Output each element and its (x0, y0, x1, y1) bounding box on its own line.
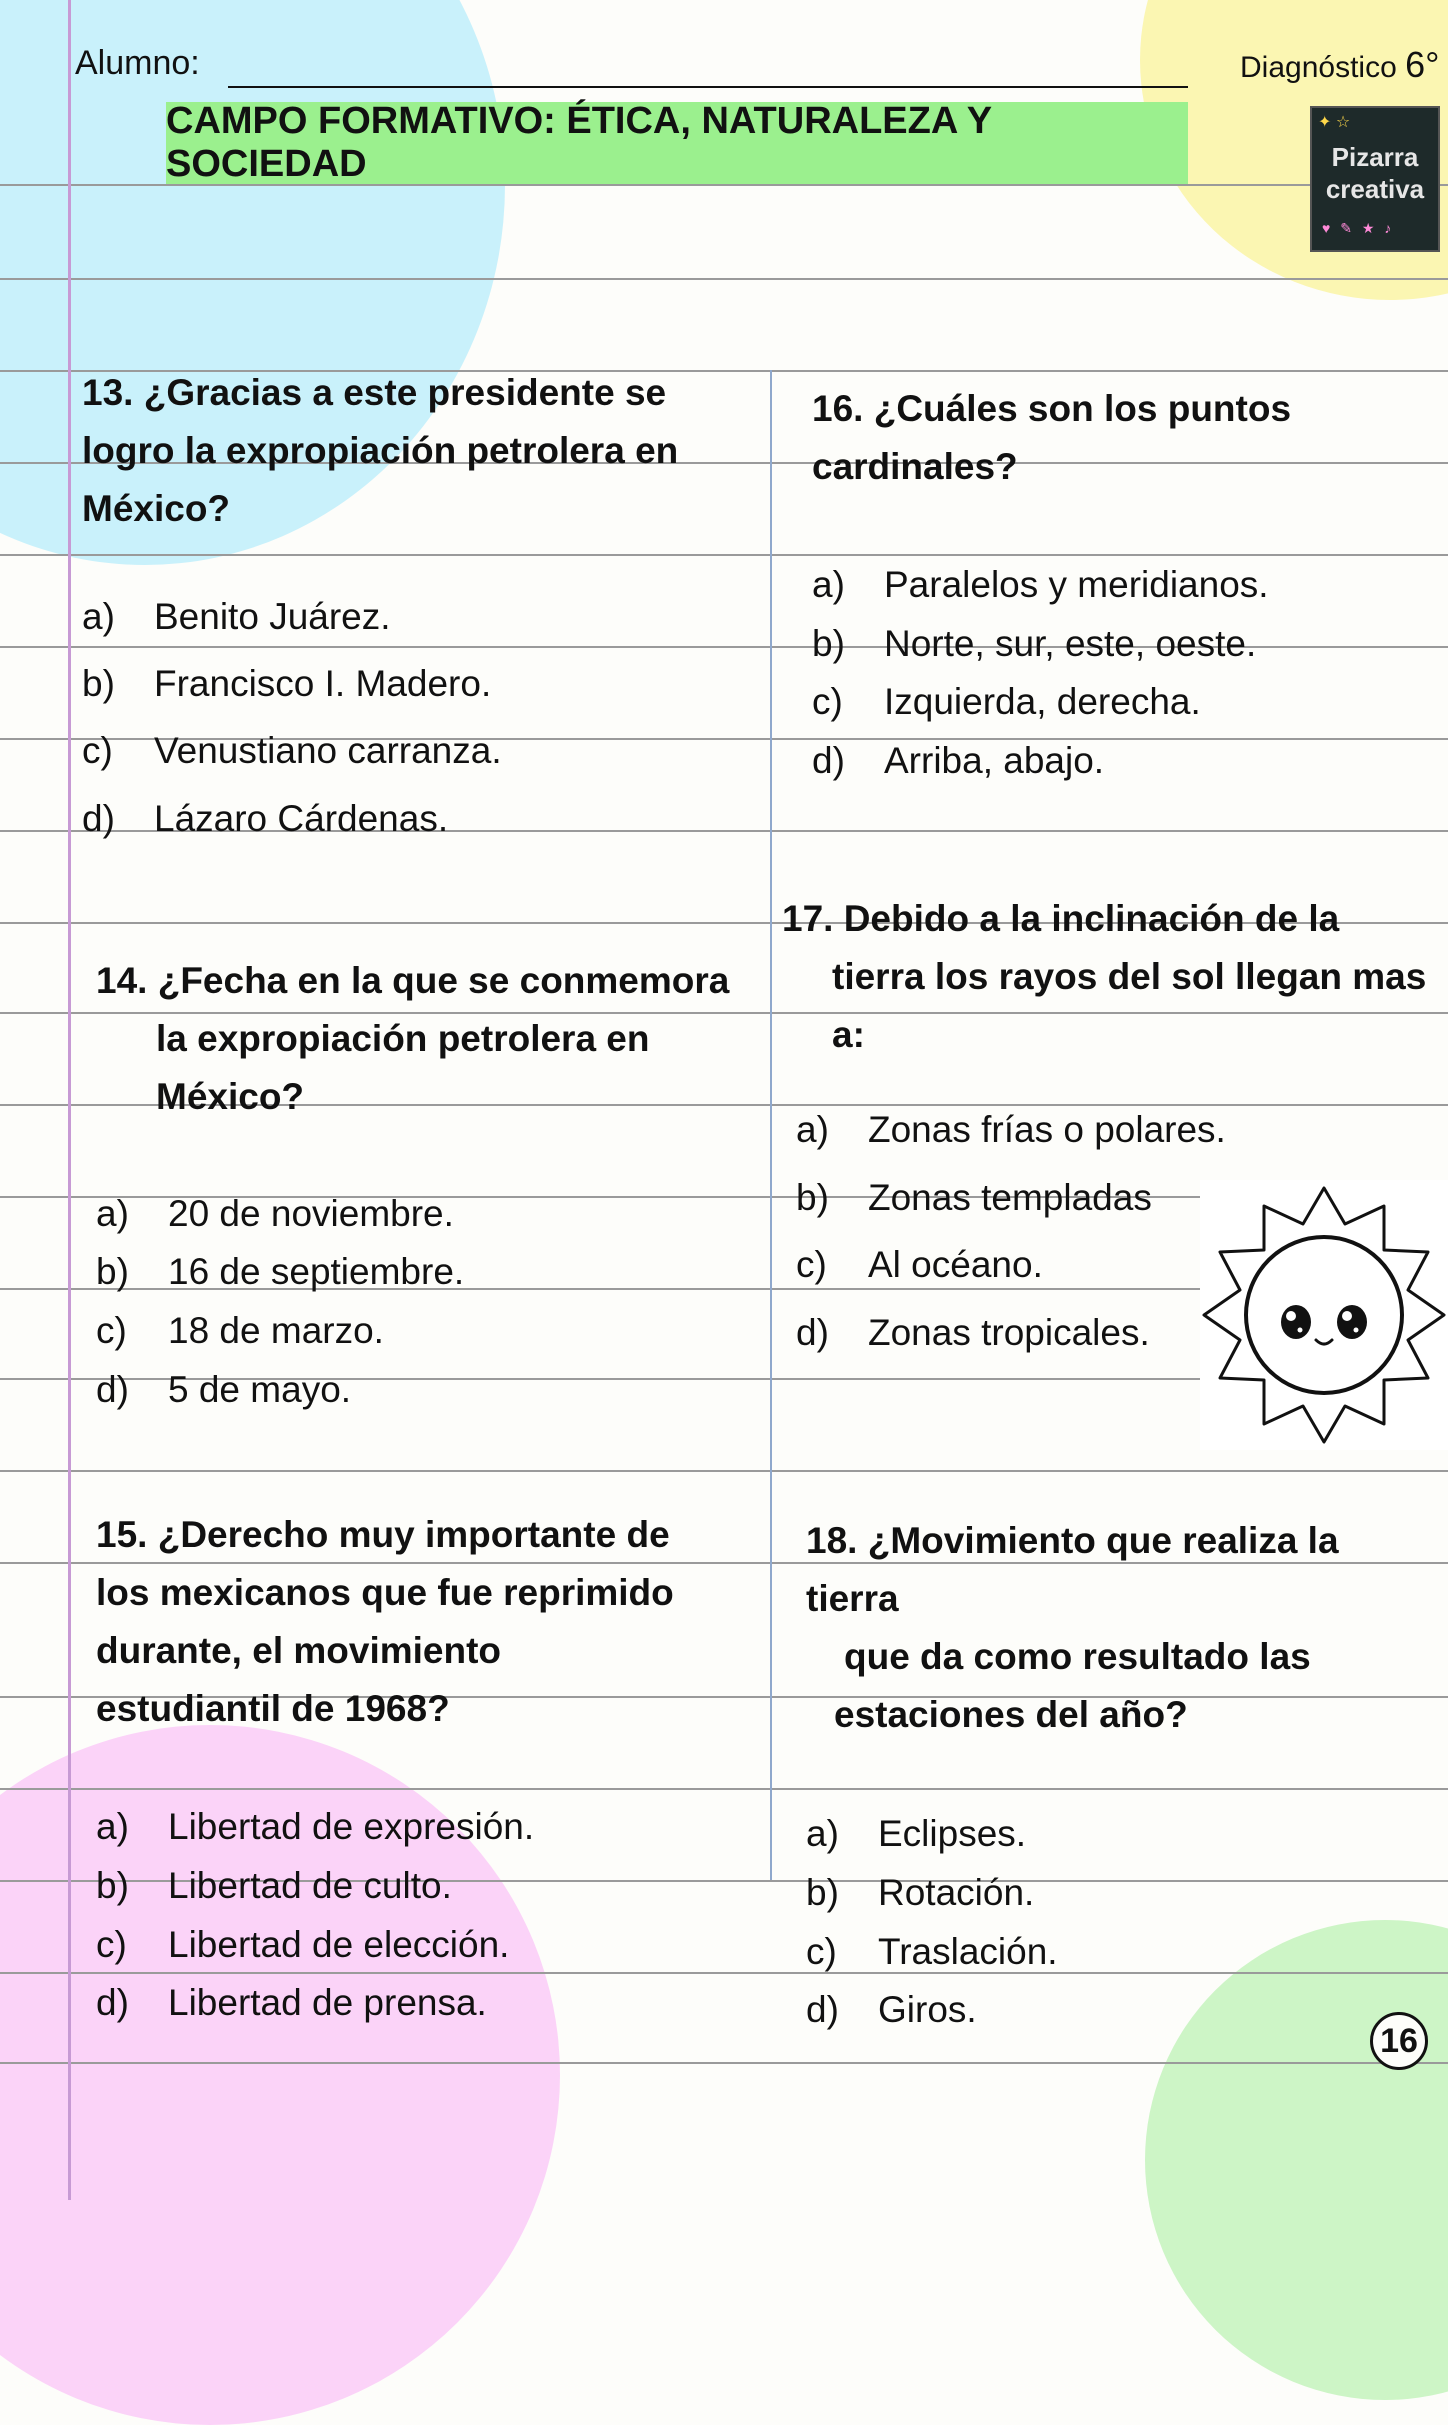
question-15-line: durante, el movimiento (96, 1630, 502, 1671)
option-text: Benito Juárez. (154, 596, 391, 637)
student-name-line[interactable] (228, 86, 1188, 88)
ruled-line (0, 2062, 1448, 2064)
pizarra-creativa-logo (1310, 106, 1440, 252)
question-16-line: 16. ¿Cuáles son los puntos (812, 388, 1292, 429)
option-15c[interactable] (96, 1916, 509, 1974)
option-text: Lázaro Cárdenas. (154, 798, 449, 839)
option-text: Zonas tropicales. (868, 1312, 1150, 1353)
option-text: Libertad de elección. (168, 1924, 510, 1965)
option-letter: a) (812, 564, 845, 605)
option-letter: d) (796, 1312, 829, 1353)
question-14-line: México? (156, 1076, 305, 1117)
option-14d[interactable] (96, 1361, 351, 1419)
page-number: 16 (1370, 2012, 1428, 2070)
option-letter: c) (96, 1924, 127, 1965)
option-letter: c) (812, 681, 843, 722)
option-letter: d) (812, 740, 845, 781)
option-letter: d) (82, 798, 115, 839)
option-letter: a) (96, 1193, 129, 1234)
option-letter: c) (806, 1931, 837, 1972)
question-18-line: tierra (806, 1578, 899, 1619)
doodle-icon: ♥ ✎ ★ ♪ (1322, 220, 1395, 236)
option-text: 16 de septiembre. (168, 1251, 465, 1292)
option-text: 18 de marzo. (168, 1310, 384, 1351)
question-13 (82, 364, 678, 538)
option-text: Libertad de prensa. (168, 1982, 487, 2023)
option-text: Francisco I. Madero. (154, 663, 492, 704)
question-17-line: a: (832, 1014, 865, 1055)
grade-value: 6° (1405, 44, 1440, 85)
option-16c[interactable] (812, 673, 1201, 731)
option-letter: b) (96, 1865, 129, 1906)
option-letter: a) (96, 1806, 129, 1847)
option-letter: b) (796, 1177, 829, 1218)
option-18a[interactable] (806, 1805, 1026, 1863)
option-letter: d) (806, 1989, 839, 2030)
option-text: Libertad de expresión. (168, 1806, 535, 1847)
option-letter: a) (82, 596, 115, 637)
option-letter: b) (812, 623, 845, 664)
option-15d[interactable] (96, 1974, 487, 2032)
option-text: Rotación. (878, 1872, 1035, 1913)
background-circle-green (1145, 1920, 1448, 2400)
question-15 (96, 1506, 674, 1738)
option-letter: b) (806, 1872, 839, 1913)
question-16 (812, 380, 1291, 496)
option-15b[interactable] (96, 1857, 452, 1915)
option-13d[interactable] (82, 790, 448, 848)
question-15-line: los mexicanos que fue reprimido (96, 1572, 674, 1613)
option-text: Arriba, abajo. (884, 740, 1105, 781)
option-text: 20 de noviembre. (168, 1193, 454, 1234)
option-13a[interactable] (82, 588, 391, 646)
logo-line-1: Pizarra (1331, 142, 1419, 172)
question-17-line: 17. Debido a la inclinación de la (782, 898, 1340, 939)
option-16b[interactable] (812, 615, 1256, 673)
option-14b[interactable] (96, 1243, 464, 1301)
sun-icon (1200, 1180, 1448, 1450)
option-text: Eclipses. (878, 1813, 1027, 1854)
option-13b[interactable] (82, 655, 491, 713)
option-14a[interactable] (96, 1185, 454, 1243)
question-16-line: cardinales? (812, 446, 1018, 487)
grade-label (1240, 44, 1440, 86)
option-letter: b) (82, 663, 115, 704)
option-17a[interactable] (796, 1101, 1226, 1159)
star-icon: ✦ ☆ (1318, 114, 1351, 131)
option-text: Paralelos y meridianos. (884, 564, 1269, 605)
question-13-line: 13. ¿Gracias a este presidente se (82, 372, 667, 413)
question-14 (96, 952, 729, 1126)
option-14c[interactable] (96, 1302, 384, 1360)
option-letter: c) (96, 1310, 127, 1351)
question-18-line: estaciones del año? (834, 1694, 1188, 1735)
option-letter: a) (796, 1109, 829, 1150)
logo-line-2: creativa (1325, 174, 1425, 204)
option-text: Zonas templadas (868, 1177, 1152, 1218)
ruled-line (0, 1470, 1448, 1472)
option-text: Al océano. (868, 1244, 1043, 1285)
option-text: Libertad de culto. (168, 1865, 452, 1906)
option-letter: d) (96, 1982, 129, 2023)
option-17d[interactable] (796, 1304, 1150, 1362)
option-text: Giros. (878, 1989, 977, 2030)
question-18-line: 18. ¿Movimiento que realiza la (806, 1520, 1339, 1561)
notebook-margin-line (68, 0, 71, 2200)
option-letter: d) (96, 1369, 129, 1410)
option-letter: c) (796, 1244, 827, 1285)
question-15-line: estudiantil de 1968? (96, 1688, 450, 1729)
option-text: Venustiano carranza. (154, 730, 502, 771)
question-18-line: que da como resultado las (844, 1636, 1311, 1677)
option-18c[interactable] (806, 1923, 1058, 1981)
question-14-line: 14. ¿Fecha en la que se conmemora (96, 960, 730, 1001)
option-18b[interactable] (806, 1864, 1034, 1922)
student-label: Alumno: (75, 44, 200, 82)
option-letter: c) (82, 730, 113, 771)
option-text: Traslación. (878, 1931, 1058, 1972)
option-17b[interactable] (796, 1169, 1152, 1227)
option-16a[interactable] (812, 556, 1269, 614)
campo-formativo-banner (166, 102, 1188, 184)
question-15-line: 15. ¿Derecho muy importante de (96, 1514, 670, 1555)
option-13c[interactable] (82, 722, 502, 780)
option-text: Izquierda, derecha. (884, 681, 1201, 722)
question-14-line: la expropiación petrolera en (156, 1018, 650, 1059)
question-17 (782, 890, 1426, 1064)
option-17c[interactable] (796, 1236, 1043, 1294)
question-13-line: México? (82, 488, 231, 529)
option-text: Norte, sur, este, oeste. (884, 623, 1257, 664)
question-13-line: logro la expropiación petrolera en (82, 430, 679, 471)
column-divider (770, 370, 772, 1880)
question-18 (806, 1512, 1339, 1744)
grade-label-text: Diagnóstico (1240, 51, 1397, 84)
option-letter: b) (96, 1251, 129, 1292)
option-text: Zonas frías o polares. (868, 1109, 1226, 1150)
option-18d[interactable] (806, 1981, 977, 2039)
option-text: 5 de mayo. (168, 1369, 352, 1410)
option-15a[interactable] (96, 1798, 534, 1856)
ruled-line (0, 278, 1448, 280)
campo-formativo-title: CAMPO FORMATIVO: ÉTICA, NATURALEZA Y SOCIEDAD (166, 100, 992, 185)
ruled-line (0, 1788, 1448, 1790)
option-letter: a) (806, 1813, 839, 1854)
question-17-line: tierra los rayos del sol llegan mas (832, 956, 1427, 997)
option-16d[interactable] (812, 732, 1104, 790)
